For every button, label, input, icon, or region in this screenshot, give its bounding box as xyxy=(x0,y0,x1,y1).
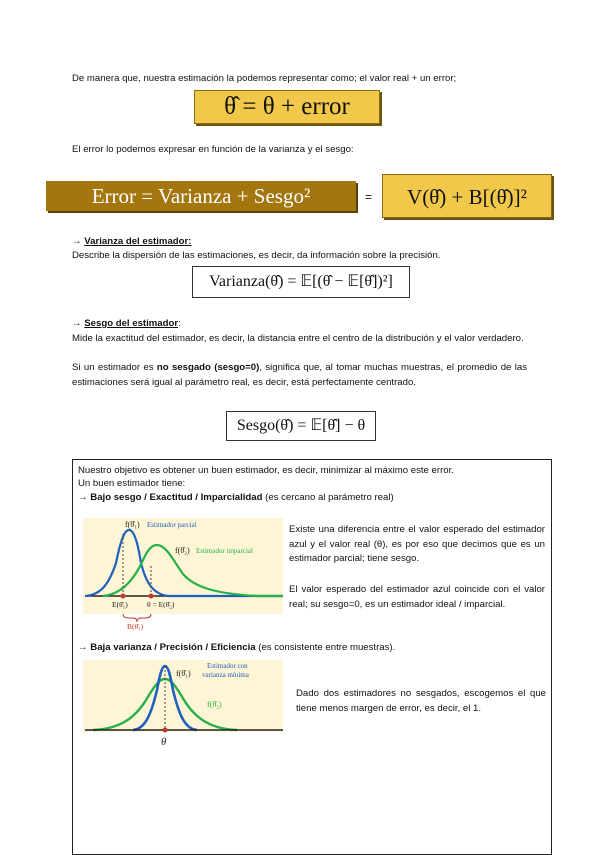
arrow-icon: → xyxy=(78,492,88,503)
arrow-icon: → xyxy=(72,318,82,329)
panel-para2: El valor esperado del estimador azul coincide con el valor real; su sesgo=0, es un estimador ideal / imparcial. xyxy=(289,584,545,610)
panel-line1: Nuestro objetivo es obtener un buen estimador, es decir, minimizar al máximo este error. xyxy=(78,465,454,476)
chart1-tick-left: E(θ̂₁) xyxy=(112,600,128,609)
sesgo-line2-bold: no sesgado (sesgo=0) xyxy=(156,362,260,373)
formula-equals: = xyxy=(365,190,373,204)
chart2-label-blue-name-1: Estimador con xyxy=(207,662,248,670)
sesgo-colon: : xyxy=(178,318,181,329)
variance-chart xyxy=(83,660,283,748)
error-line: El error lo podemos expresar en función de la varianza y el sesgo: xyxy=(72,144,354,155)
chart1-bias-brace xyxy=(123,614,151,622)
chart1-blue-curve xyxy=(85,530,283,596)
item-variance xyxy=(78,642,395,653)
varianza-desc: Describe la dispersión de las estimaciones, es decir, da información sobre la precisión. xyxy=(72,250,441,261)
chart2-point xyxy=(163,728,168,733)
item-bias xyxy=(78,492,394,503)
chart1-label-green-f: f(θ̂₂) xyxy=(175,546,190,555)
arrow-icon: → xyxy=(72,236,82,247)
varianza-heading xyxy=(72,236,191,247)
sesgo-formula: Sesgo(θ̂) = 𝔼[θ̂] − θ xyxy=(226,411,376,441)
chart1-label-blue-name: Estimador parcial xyxy=(147,521,197,529)
chart1-point-right xyxy=(149,594,154,599)
sesgo-heading xyxy=(72,318,181,329)
chart1-green-curve xyxy=(103,545,283,596)
bias-chart-svg xyxy=(83,518,283,630)
chart2-label-blue-f: f(θ̂₁) xyxy=(176,669,191,678)
item-bias-rest: (es cercano al parámetro real) xyxy=(262,492,394,503)
chart1-label-blue-f: f(θ̂₁) xyxy=(125,520,140,529)
chart2-tick: θ xyxy=(161,736,167,748)
intro-line: De manera que, nuestra estimación la podemos representar como; el valor real + un error; xyxy=(72,73,457,84)
sesgo-line2-post: , significa que, al tomar muchas muestras, el promedio de las estimaciones será igual al parámetro real, es decir, está perfectamente centrado. xyxy=(72,362,527,388)
bias-chart xyxy=(83,518,283,631)
chart2-label-green-f: f(θ̂₂) xyxy=(207,700,222,709)
sesgo-line2 xyxy=(72,361,527,390)
panel-para3: Dado dos estimadores no sesgados, escogemos el que tiene menos margen de error, es decir, el 1. xyxy=(296,688,546,714)
chart1-bias-label: B(θ̂₁) xyxy=(127,622,144,631)
panel-line2: Un buen estimador tiene: xyxy=(78,478,186,489)
sesgo-line1: Mide la exactitud del estimador, es decir, la distancia entre el centro de la distribución y el valor verdadero. xyxy=(72,333,524,344)
sesgo-title: Sesgo del estimador xyxy=(84,318,179,329)
item-bias-title: Bajo sesgo / Exactitud / Imparcialidad xyxy=(90,492,263,503)
item-variance-rest: (es consistente entre muestras). xyxy=(255,642,396,653)
chart1-tick-right: θ = E(θ̂₂) xyxy=(147,600,175,609)
formula-error-right: V(θ̂) + B[(θ̂)]² xyxy=(382,174,552,218)
formula-estimate: θ̂ = θ + error xyxy=(194,90,380,124)
chart1-label-green-name: Estimador imparcial xyxy=(196,547,253,555)
item-variance-title: Baja varianza / Precisión / Eficiencia xyxy=(90,642,256,653)
varianza-title: Varianza del estimador: xyxy=(84,236,192,247)
arrow-icon: → xyxy=(78,642,88,653)
formula-error-left: Error = Varianza + Sesgo² xyxy=(46,181,356,211)
chart2-label-blue-name-2: varianza mínima xyxy=(202,671,249,679)
sesgo-line2-pre: Si un estimador es xyxy=(72,362,157,373)
variance-chart-svg xyxy=(83,660,283,750)
varianza-formula: Varianza(θ̂) = 𝔼[(θ̂ − 𝔼[θ̂])²] xyxy=(192,266,410,298)
chart1-point-left xyxy=(121,594,126,599)
panel-para1: Existe una diferencia entre el valor esperado del estimador azul y el valor real (θ), es por eso que decimos que es un estimador parcial; tiene sesgo. xyxy=(289,524,545,564)
